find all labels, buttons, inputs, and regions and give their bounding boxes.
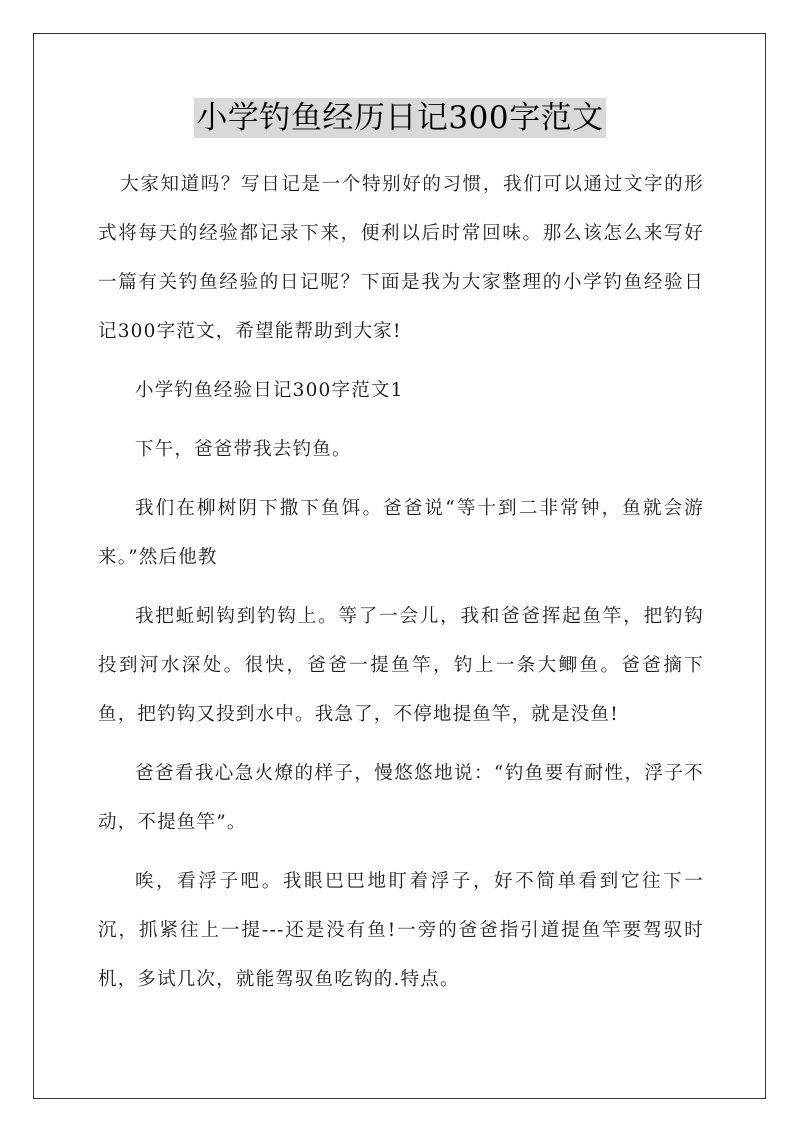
document-title: 小学钓鱼经历日记300字范文 [196,100,604,136]
intro-paragraph: 大家知道吗？写日记是一个特别好的习惯，我们可以通过文字的形式将每天的经验都记录下来，便利以后时常回味。那么该怎么来写好一篇有关钓鱼经验的日记呢？下面是我为大家整理的小学钓鱼经验日记300字范文，希望能帮助到大家! [98,174,704,342]
body-paragraph: 我把蚯蚓钩到钓钩上。等了一会儿，我和爸爸挥起鱼竿，把钓钩投到河水深处。很快，爸爸一提鱼竿，钓上一条大鲫鱼。爸爸摘下鱼，把钓钩又投到水中。我急了，不停地提鱼竿，就是没鱼! [98,606,704,725]
section-heading: 小学钓鱼经验日记300字范文1 [135,380,404,401]
document-body [98,160,704,1014]
title-container [0,98,800,138]
body-paragraph: 唉，看浮子吧。我眼巴巴地盯着浮子，好不简单看到它往下一沉，抓紧往上一提---还是没有鱼!一旁的爸爸指引道提鱼竿要驾驭时机，多试几次，就能驾驭鱼吃钩的.特点。 [98,871,704,990]
body-paragraph: 我们在柳树阴下撒下鱼饵。爸爸说“等十到二非常钟，鱼就会游来。”然后他教 [98,498,704,568]
body-paragraph: 爸爸看我心急火燎的样子，慢悠悠地说：“钓鱼要有耐性，浮子不动，不提鱼竿”。 [98,763,704,833]
body-paragraph: 下午，爸爸带我去钓鱼。 [135,439,352,460]
